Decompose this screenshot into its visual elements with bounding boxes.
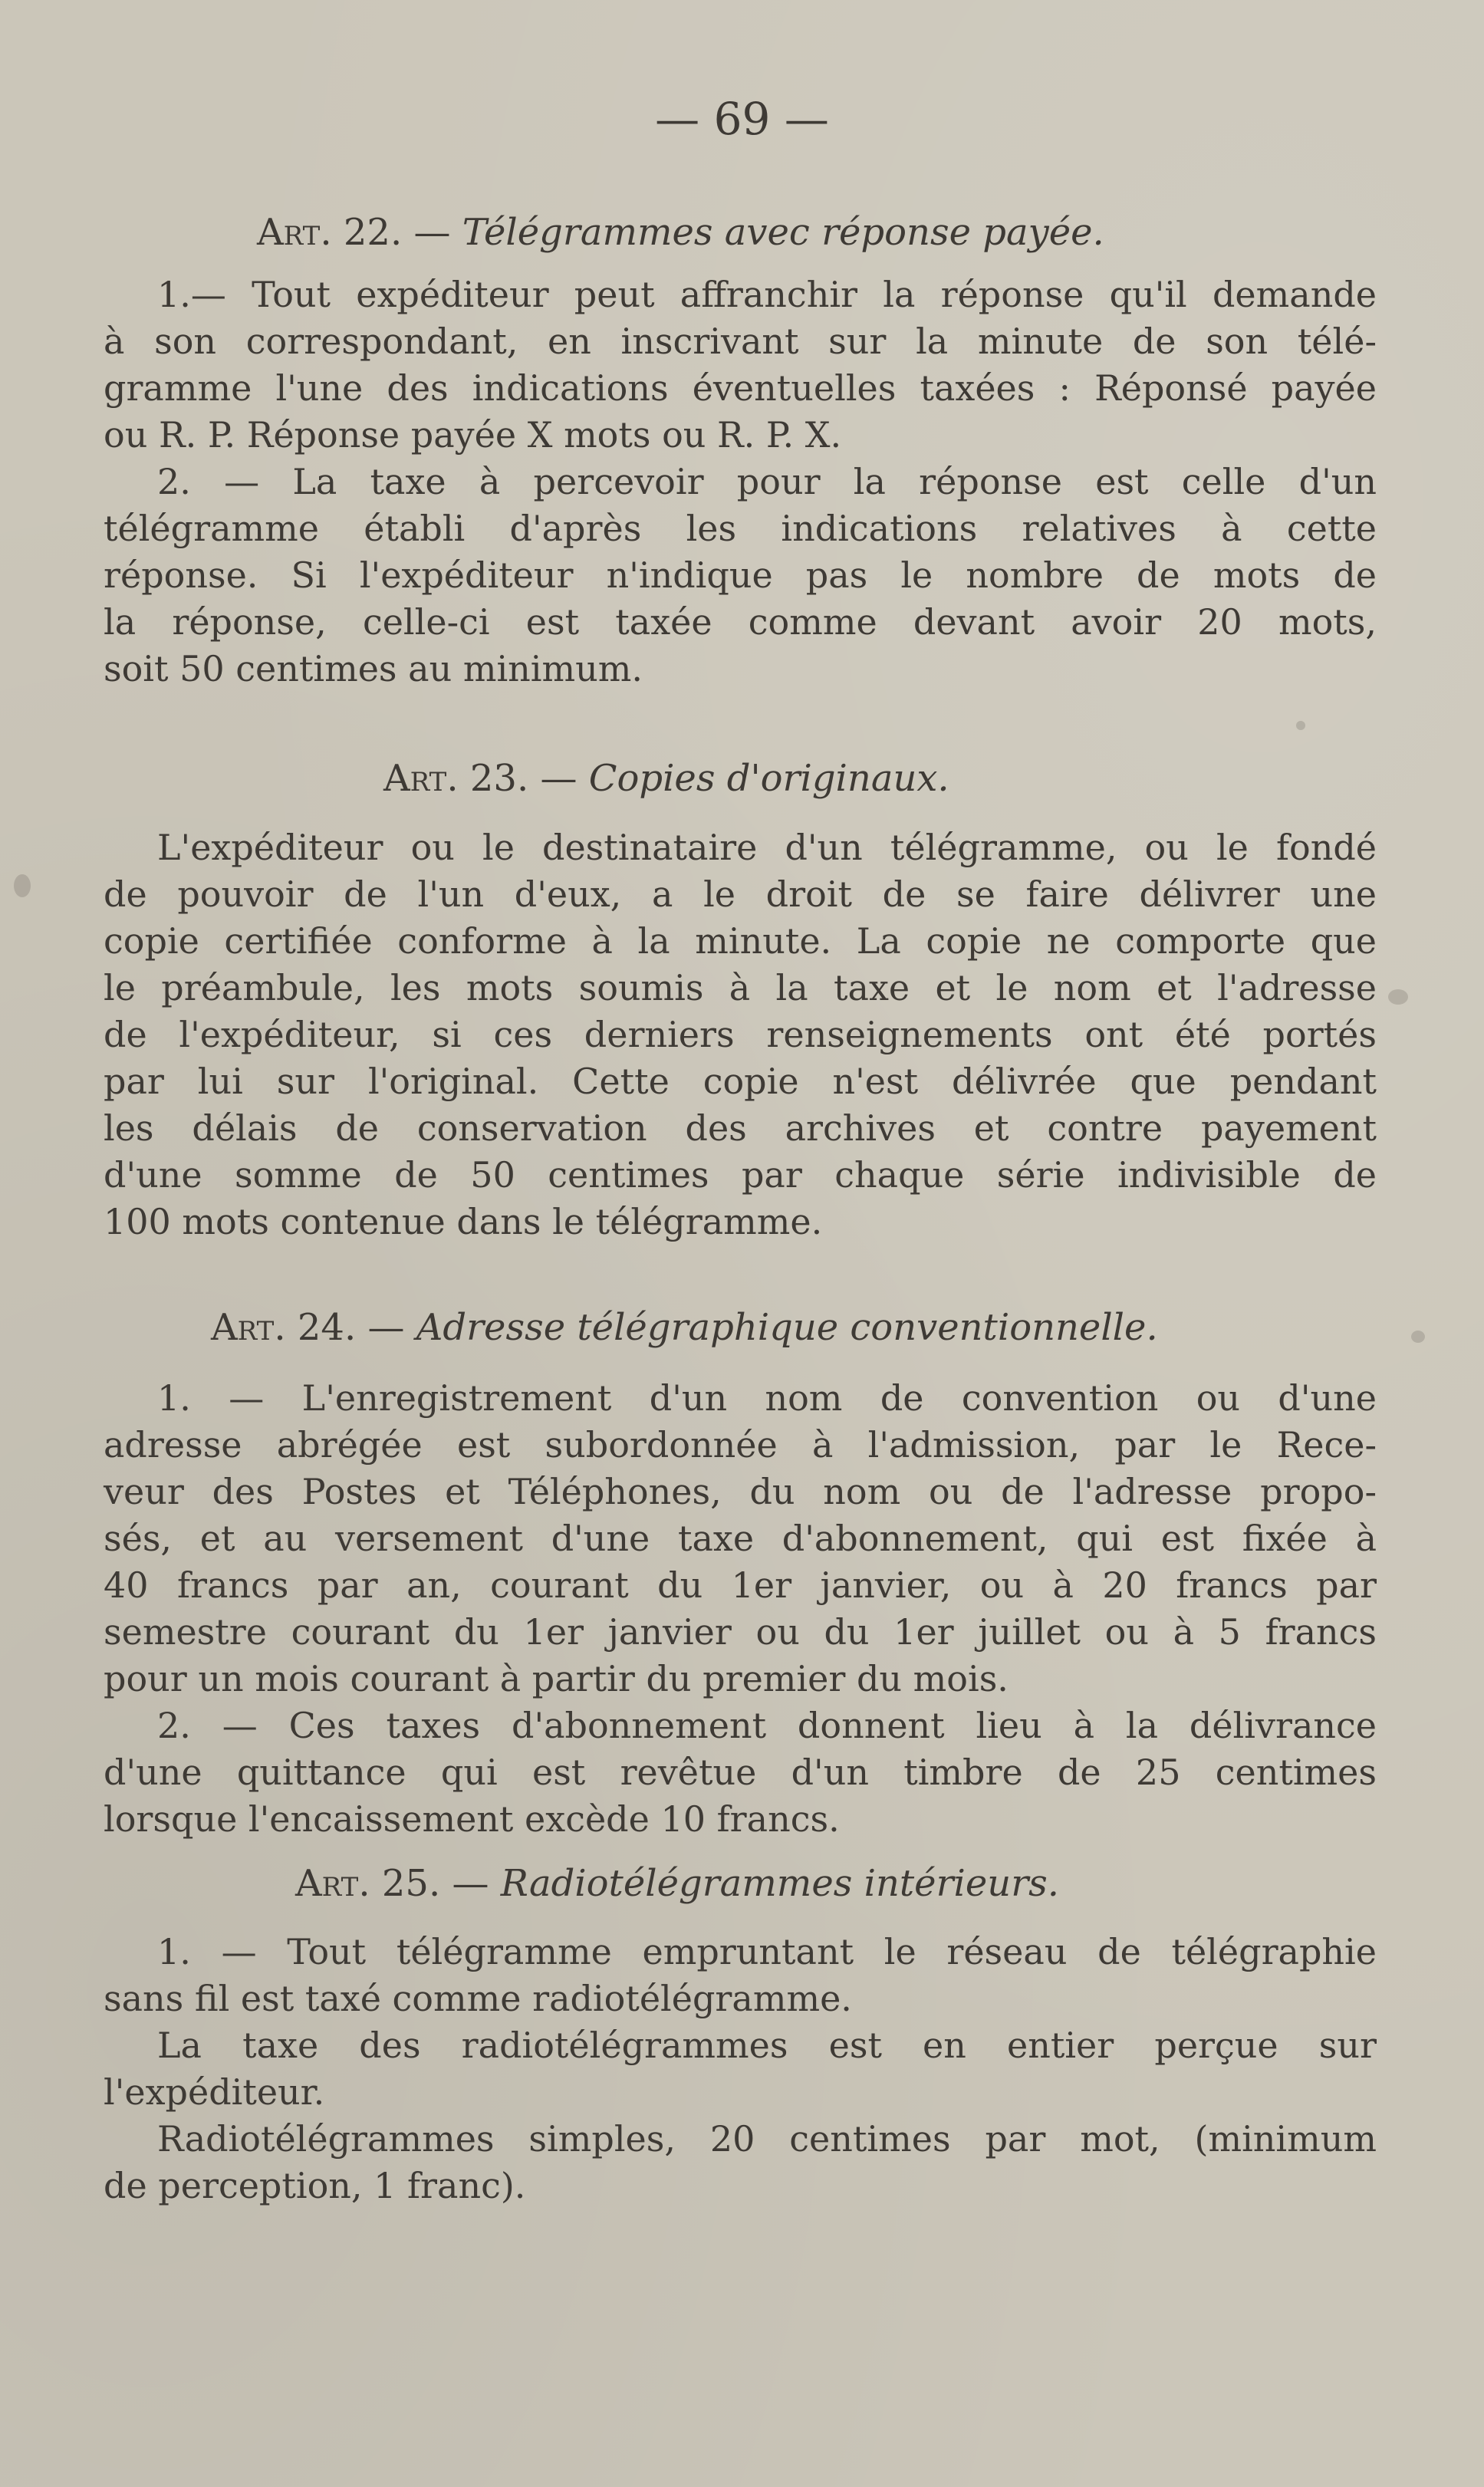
article-25-heading: Art. 25. — Radiotélégrammes intérieurs.: [295, 1862, 1060, 1905]
text-line: télégramme établi d'après les indications relatives à cette: [104, 508, 1377, 549]
article-22-paragraph-1: [104, 271, 1377, 459]
article-25-paragraph-1: [104, 1929, 1377, 2022]
text-line: pour un mois courant à partir du premier du mois.: [104, 1658, 1009, 1699]
text-line: d'une somme de 50 centimes par chaque série indivisible de: [104, 1154, 1377, 1196]
text-line: La taxe des radiotélégrammes est en entier perçue sur: [157, 2025, 1377, 2066]
article-25-paragraph-2: [104, 2022, 1377, 2116]
text-line: d'une quittance qui est revêtue d'un timbre de 25 centimes: [104, 1752, 1377, 1793]
text-line: 2. — Ces taxes d'abonnement donnent lieu à la délivrance: [157, 1705, 1377, 1746]
text-line: 40 francs par an, courant du 1er janvier, ou à 20 francs par: [104, 1564, 1377, 1606]
text-line: 1. — Tout télégramme empruntant le réseau de télégraphie: [157, 1931, 1377, 1972]
paper-stain: [1411, 1331, 1425, 1343]
article-23-heading: Art. 23. — Copies d'originaux.: [383, 757, 949, 800]
text-line: l'expéditeur.: [104, 2071, 325, 2113]
text-line: les délais de conservation des archives et contre payement: [104, 1107, 1377, 1149]
page-number: — 69 —: [655, 93, 829, 145]
text-line: 100 mots contenue dans le télégramme.: [104, 1201, 823, 1242]
paper-stain: [1388, 989, 1408, 1005]
text-line: lorsque l'encaissement excède 10 francs.: [104, 1798, 840, 1840]
text-line: sés, et au versement d'une taxe d'abonnement, qui est fixée à: [104, 1518, 1377, 1559]
paper-stain: [14, 874, 31, 897]
article-22-paragraph-2: [104, 459, 1377, 692]
text-line: semestre courant du 1er janvier ou du 1er juillet ou à 5 francs: [104, 1611, 1377, 1653]
text-line: le préambule, les mots soumis à la taxe et le nom et l'adresse: [104, 967, 1377, 1008]
article-24-heading: Art. 24. — Adresse télégraphique conventionnelle.: [211, 1306, 1158, 1349]
text-line: la réponse, celle-ci est taxée comme devant avoir 20 mots,: [104, 601, 1377, 643]
text-line: 2. — La taxe à percevoir pour la réponse est celle d'un: [157, 461, 1377, 502]
text-line: sans fil est taxé comme radiotélégramme.: [104, 1978, 852, 2019]
text-line: adresse abrégée est subordonnée à l'admission, par le Rece-: [104, 1424, 1377, 1466]
paper-stain: [1296, 721, 1305, 730]
text-line: 1.— Tout expéditeur peut affranchir la réponse qu'il demande: [157, 274, 1377, 315]
text-line: L'expéditeur ou le destinataire d'un télégramme, ou le fondé: [157, 827, 1377, 868]
text-line: à son correspondant, en inscrivant sur la minute de son télé-: [104, 321, 1377, 362]
text-line: soit 50 centimes au minimum.: [104, 648, 643, 689]
article-24-paragraph-2: [104, 1702, 1377, 1843]
text-line: de l'expéditeur, si ces derniers renseignements ont été portés: [104, 1014, 1377, 1055]
text-line: ou R. P. Réponse payée X mots ou R. P. X.: [104, 414, 842, 456]
text-line: Radiotélégrammes simples, 20 centimes par mot, (minimum: [157, 2118, 1377, 2160]
article-25-paragraph-3: [104, 2116, 1377, 2209]
text-line: de pouvoir de l'un d'eux, a le droit de se faire délivrer une: [104, 873, 1377, 915]
text-line: gramme l'une des indications éventuelles taxées : Réponsé payée: [104, 367, 1377, 409]
article-23-paragraph: [104, 824, 1377, 1245]
text-line: 1. — L'enregistrement d'un nom de convention ou d'une: [157, 1377, 1377, 1419]
text-line: de perception, 1 franc).: [104, 2165, 526, 2206]
text-line: copie certifiée conforme à la minute. La copie ne comporte que: [104, 920, 1377, 962]
text-line: veur des Postes et Téléphones, du nom ou de l'adresse propo-: [104, 1471, 1377, 1512]
text-line: par lui sur l'original. Cette copie n'est délivrée que pendant: [104, 1061, 1377, 1102]
article-24-paragraph-1: [104, 1375, 1377, 1702]
article-22-heading: Art. 22. — Télégrammes avec réponse payée.: [257, 211, 1104, 254]
text-line: réponse. Si l'expéditeur n'indique pas le nombre de mots de: [104, 554, 1377, 596]
